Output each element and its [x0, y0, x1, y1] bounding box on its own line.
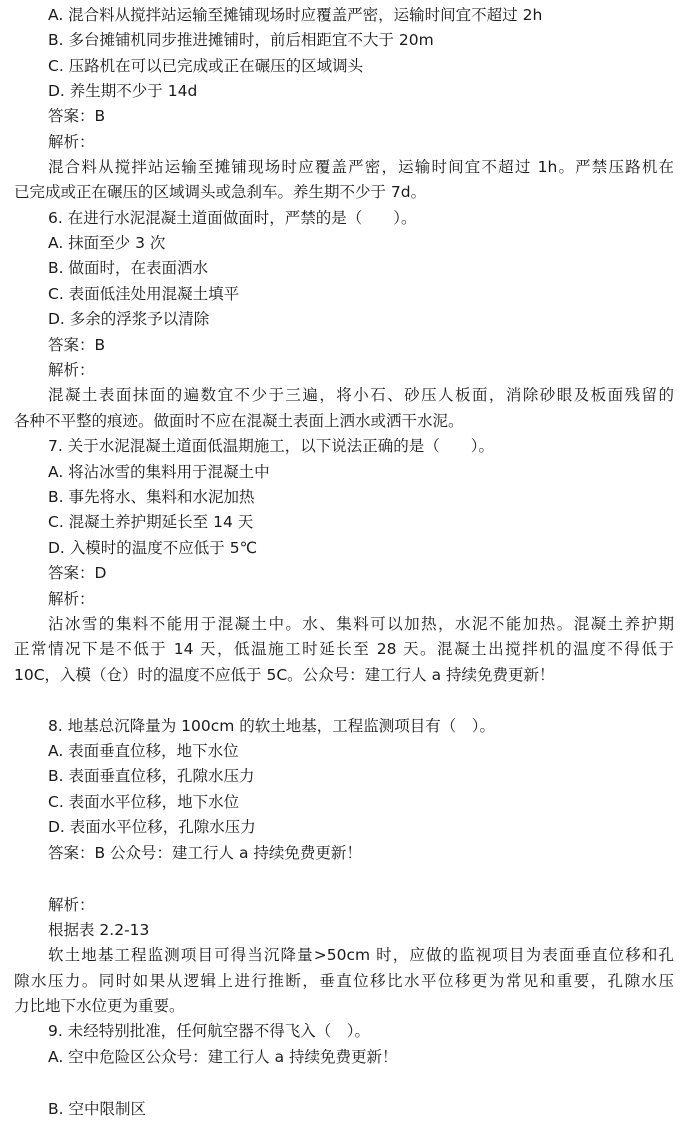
option-d: D. 入模时的温度不应低于 5℃: [48, 539, 257, 557]
answer: 答案：B 公众号：建工行人 a 持续免费更新！: [48, 844, 362, 862]
analysis-text-cont: 已完成或正在碾压的区域调头或急刹车。养生期不少于 7d。: [14, 183, 427, 201]
option-d: D. 养生期不少于 14d: [48, 82, 198, 100]
option-b: B. 事先将水、集料和水泥加热: [48, 488, 255, 506]
option-d: D. 表面水平位移，孔隙水压力: [48, 818, 256, 836]
option-a: A. 表面垂直位移，地下水位: [48, 742, 239, 760]
option-b: B. 表面垂直位移，孔隙水压力: [48, 767, 255, 785]
option-b: B. 空中限制区: [48, 1100, 146, 1118]
option-b: B. 做面时，在表面洒水: [48, 259, 208, 277]
option-b: B. 多台摊铺机同步推进摊铺时，前后相距宜不大于 20m: [48, 31, 434, 49]
analysis-text-cont: 隙水压力。同时如果从逻辑上进行推断，垂直位移比水平位移更为常见和重要，孔隙水压: [14, 972, 674, 990]
option-c: C. 表面低洼处用混凝土填平: [48, 285, 240, 303]
option-c: C. 压路机在可以已完成或正在碾压的区域调头: [48, 57, 364, 75]
question-6: 6. 在进行水泥混凝土道面做面时，严禁的是（ ）。: [48, 209, 417, 227]
option-c: C. 表面水平位移，地下水位: [48, 793, 240, 811]
analysis-text: 混合料从搅拌站运输至摊铺现场时应覆盖严密，运输时间宜不超过 1h。严禁压路机在: [48, 158, 674, 176]
analysis-text: 软土地基工程监测项目可得当沉降量>50cm 时，应做的监视项目为表面垂直位移和孔: [48, 946, 674, 964]
question-9: 9. 未经特别批准，任何航空器不得飞入（ ）。: [48, 1022, 370, 1040]
analysis-text: 沾冰雪的集料不能用于混凝土中。水、集料可以加热，水泥不能加热。混凝土养护期: [48, 615, 674, 633]
analysis-label: 解析：: [48, 133, 95, 151]
analysis-label: 解析：: [48, 896, 95, 914]
analysis-text-cont: 各种不平整的痕迹。做面时不应在混凝土表面上洒水或洒干水泥。: [14, 412, 464, 430]
option-c: C. 混凝土养护期延长至 14 天: [48, 513, 254, 531]
analysis-text: 混凝土表面抹面的遍数宜不少于三遍，将小石、砂压人板面，消除砂眼及板面残留的: [48, 386, 674, 404]
analysis-label: 解析：: [48, 590, 95, 608]
question-8: 8. 地基总沉降量为 100cm 的软土地基，工程监测项目有（ ）。: [48, 717, 496, 735]
answer: 答案：B: [48, 107, 106, 125]
answer: 答案：B: [48, 336, 106, 354]
option-a: A. 混合料从搅拌站运输至摊铺现场时应覆盖严密，运输时间宜不超过 2h: [48, 6, 543, 24]
option-a: A. 将沾冰雪的集料用于混凝土中: [48, 463, 270, 481]
analysis-reference: 根据表 2.2-13: [48, 921, 150, 939]
question-7: 7. 关于水泥混凝土道面低温期施工，以下说法正确的是（ ）。: [48, 437, 494, 455]
analysis-text-cont: 10C，入模（仓）时的温度不应低于 5C。公众号：建工行人 a 持续免费更新！: [14, 666, 555, 684]
answer: 答案：D: [48, 564, 107, 582]
analysis-text-cont: 正常情况下是不低于 14 天，低温施工时延长至 28 天。混凝土出搅拌机的温度不得低于: [14, 640, 674, 658]
option-a: A. 抹面至少 3 次: [48, 234, 166, 252]
option-d: D. 多余的浮浆予以清除: [48, 310, 210, 328]
option-a: A. 空中危险区公众号：建工行人 a 持续免费更新！: [48, 1048, 398, 1066]
analysis-label: 解析：: [48, 361, 95, 379]
analysis-text-cont: 力比地下水位更为重要。: [14, 997, 185, 1015]
